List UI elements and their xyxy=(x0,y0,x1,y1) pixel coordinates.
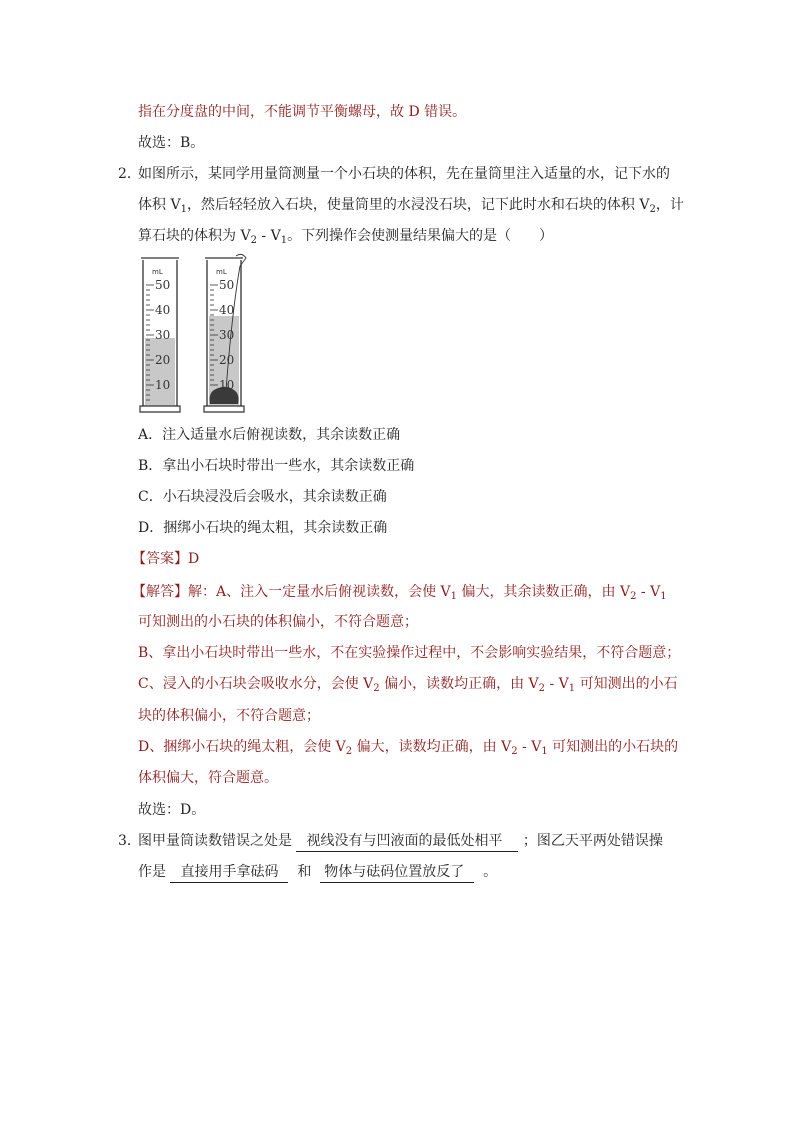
tick-20: 20 xyxy=(219,353,235,367)
q2-option-c: C．小石块浸没后会吸水，其余读数正确 xyxy=(138,489,387,505)
tick-10: 10 xyxy=(219,378,235,392)
unit-label: mL xyxy=(216,268,227,276)
q2-analysis-b: B、拿出小石块时带出一些水，不在实验操作过程中，不会影响实验结果，不符合题意； xyxy=(138,645,681,661)
tick-50: 50 xyxy=(155,278,171,292)
q3-blank1: 视线没有与凹液面的最低处相平 xyxy=(296,832,518,852)
q2-analysis-a-cont: 可知测出的小石块的体积偏小，不符合题意； xyxy=(138,614,418,630)
tick-40: 40 xyxy=(219,303,235,317)
q2-number: 2． xyxy=(118,166,141,182)
q2-choose: 故选：D。 xyxy=(138,802,206,818)
cylinder-before xyxy=(140,258,180,412)
prev-choose: 故选：B。 xyxy=(138,135,205,151)
q2-analysis-d: D、捆绑小石块的绳太粗，会使 $V_2$ 偏大，读数均正确，由 $V_2 - V_1$ 可知测出的小石块的 xyxy=(138,739,679,757)
q2-analysis-a: 【解答】解：A、注入一定量水后俯视读数，会使 $V_1$ 偏大，其余读数正确，由 $V_2 - V_1$ xyxy=(132,584,667,602)
tick-30: 30 xyxy=(219,328,235,342)
q2-stem-line3: 算石块的体积为 $V_2 - V_1$。下列操作会使测量结果偏大的是（ ） xyxy=(138,228,554,246)
q3-blank2: 直接用手拿砝码 xyxy=(170,863,288,883)
q2-option-d: D．捆绑小石块的绳太粗，其余读数正确 xyxy=(138,520,388,536)
tick-30: 30 xyxy=(155,328,171,342)
q2-answer: 【答案】D xyxy=(132,551,200,567)
tick-50: 50 xyxy=(219,278,235,292)
q2-option-b: B．拿出小石块时带出一些水，其余读数正确 xyxy=(138,458,415,474)
q3-line2: 作是 直接用手拿砝码 和 物体与砝码位置放反了 。 xyxy=(138,862,497,883)
tick-40: 40 xyxy=(155,303,171,317)
q2-analysis-c-cont: 块的体积偏小，不符合题意； xyxy=(138,708,320,724)
q2-stem-line1: 如图所示，某同学用量筒测量一个小石块的体积，先在量筒里注入适量的水，记下水的 xyxy=(138,166,670,182)
q3-blank3: 物体与砝码位置放反了 xyxy=(320,863,474,883)
tick-10: 10 xyxy=(155,378,171,392)
q2-stem-line2: 体积 $V_1$，然后轻轻放入石块，使量筒里的水浸没石块，记下此时水和石块的体积 $V_2$，计 xyxy=(138,197,684,215)
q3-number: 3． xyxy=(118,833,141,849)
cylinder-after xyxy=(204,254,246,412)
q3-line1: 图甲量筒读数错误之处是 视线没有与凹液面的最低处相平 ；图乙天平两处错误操 xyxy=(138,831,663,852)
graduated-cylinders-figure xyxy=(138,252,258,418)
q2-analysis-d-cont: 体积偏大，符合题意。 xyxy=(138,770,278,786)
unit-label: mL xyxy=(152,268,163,276)
q2-option-a: A．注入适量水后俯视读数，其余读数正确 xyxy=(138,427,401,443)
prev-analysis-line: 指在分度盘的中间，不能调节平衡螺母，故 D 错误。 xyxy=(138,104,467,120)
q2-analysis-c: C、浸入的小石块会吸收水分，会使 $V_2$ 偏小，读数均正确，由 $V_2 - V_1$ 可知测出的小石 xyxy=(138,676,678,694)
tick-20: 20 xyxy=(155,353,171,367)
